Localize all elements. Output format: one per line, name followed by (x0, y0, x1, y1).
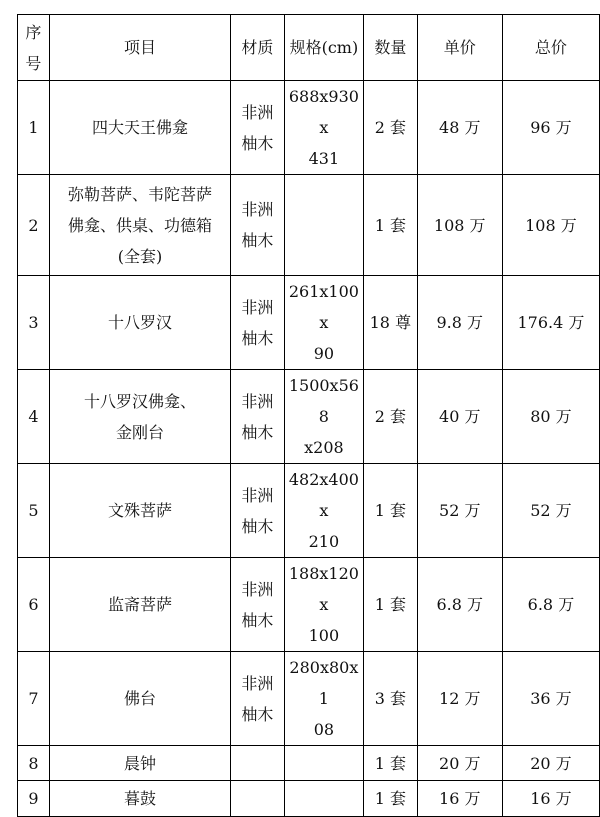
row-item: 文殊菩萨 (49, 464, 230, 558)
row-qty: 18 尊 (364, 276, 418, 370)
row-unit-price: 9.8 万 (417, 276, 502, 370)
row-index: 3 (18, 276, 50, 370)
row-material (231, 746, 285, 781)
header-index: 序 号 (18, 15, 50, 81)
header-total: 总价 (502, 15, 599, 81)
row-item: 佛台 (49, 652, 230, 746)
row-qty: 1 套 (364, 781, 418, 817)
table-header-row (18, 15, 600, 81)
table-row (18, 370, 600, 464)
row-unit-price: 16 万 (417, 781, 502, 817)
row-item: 十八罗汉 (49, 276, 230, 370)
row-index: 9 (18, 781, 50, 817)
row-index: 8 (18, 746, 50, 781)
row-unit-price: 6.8 万 (417, 558, 502, 652)
row-spec (284, 781, 363, 817)
row-index: 4 (18, 370, 50, 464)
table-row (18, 781, 600, 817)
row-total: 80 万 (502, 370, 599, 464)
row-material: 非洲 柚木 (231, 81, 285, 175)
row-unit-price: 52 万 (417, 464, 502, 558)
row-spec: 688x930x 431 (284, 81, 363, 175)
table-row (18, 464, 600, 558)
row-spec: 482x400x 210 (284, 464, 363, 558)
row-item: 四大天王佛龛 (49, 81, 230, 175)
row-total: 108 万 (502, 175, 599, 276)
header-item: 项目 (49, 15, 230, 81)
row-qty: 2 套 (364, 370, 418, 464)
row-total: 96 万 (502, 81, 599, 175)
row-material: 非洲 柚木 (231, 558, 285, 652)
row-spec: 188x120x 100 (284, 558, 363, 652)
row-qty: 2 套 (364, 81, 418, 175)
header-spec: 规格(cm) (284, 15, 363, 81)
row-item: 监斋菩萨 (49, 558, 230, 652)
row-material: 非洲 柚木 (231, 370, 285, 464)
table-row (18, 276, 600, 370)
row-material: 非洲 柚木 (231, 652, 285, 746)
row-total: 20 万 (502, 746, 599, 781)
table-row (18, 746, 600, 781)
row-total: 36 万 (502, 652, 599, 746)
row-spec (284, 746, 363, 781)
header-unit-price: 单价 (417, 15, 502, 81)
row-item: 晨钟 (49, 746, 230, 781)
row-index: 5 (18, 464, 50, 558)
row-unit-price: 12 万 (417, 652, 502, 746)
table-row (18, 652, 600, 746)
row-qty: 3 套 (364, 652, 418, 746)
row-qty: 1 套 (364, 746, 418, 781)
row-index: 7 (18, 652, 50, 746)
row-spec: 280x80x1 08 (284, 652, 363, 746)
row-item: 弥勒菩萨、韦陀菩萨 佛龛、供桌、功德箱 (全套) (49, 175, 230, 276)
row-qty: 1 套 (364, 464, 418, 558)
row-spec: 1500x568 x208 (284, 370, 363, 464)
row-material: 非洲 柚木 (231, 175, 285, 276)
row-total: 52 万 (502, 464, 599, 558)
row-unit-price: 48 万 (417, 81, 502, 175)
row-item: 暮鼓 (49, 781, 230, 817)
price-table (17, 14, 600, 817)
row-unit-price: 108 万 (417, 175, 502, 276)
row-total: 176.4 万 (502, 276, 599, 370)
row-index: 6 (18, 558, 50, 652)
header-qty: 数量 (364, 15, 418, 81)
price-table-wrapper (17, 14, 600, 817)
row-material: 非洲 柚木 (231, 276, 285, 370)
header-material: 材质 (231, 15, 285, 81)
row-qty: 1 套 (364, 175, 418, 276)
row-unit-price: 20 万 (417, 746, 502, 781)
row-index: 2 (18, 175, 50, 276)
row-unit-price: 40 万 (417, 370, 502, 464)
table-row (18, 558, 600, 652)
row-total: 16 万 (502, 781, 599, 817)
row-spec (284, 175, 363, 276)
table-row (18, 81, 600, 175)
row-qty: 1 套 (364, 558, 418, 652)
row-item: 十八罗汉佛龛、 金刚台 (49, 370, 230, 464)
row-total: 6.8 万 (502, 558, 599, 652)
row-spec: 261x100x 90 (284, 276, 363, 370)
row-material (231, 781, 285, 817)
table-row (18, 175, 600, 276)
row-index: 1 (18, 81, 50, 175)
row-material: 非洲 柚木 (231, 464, 285, 558)
